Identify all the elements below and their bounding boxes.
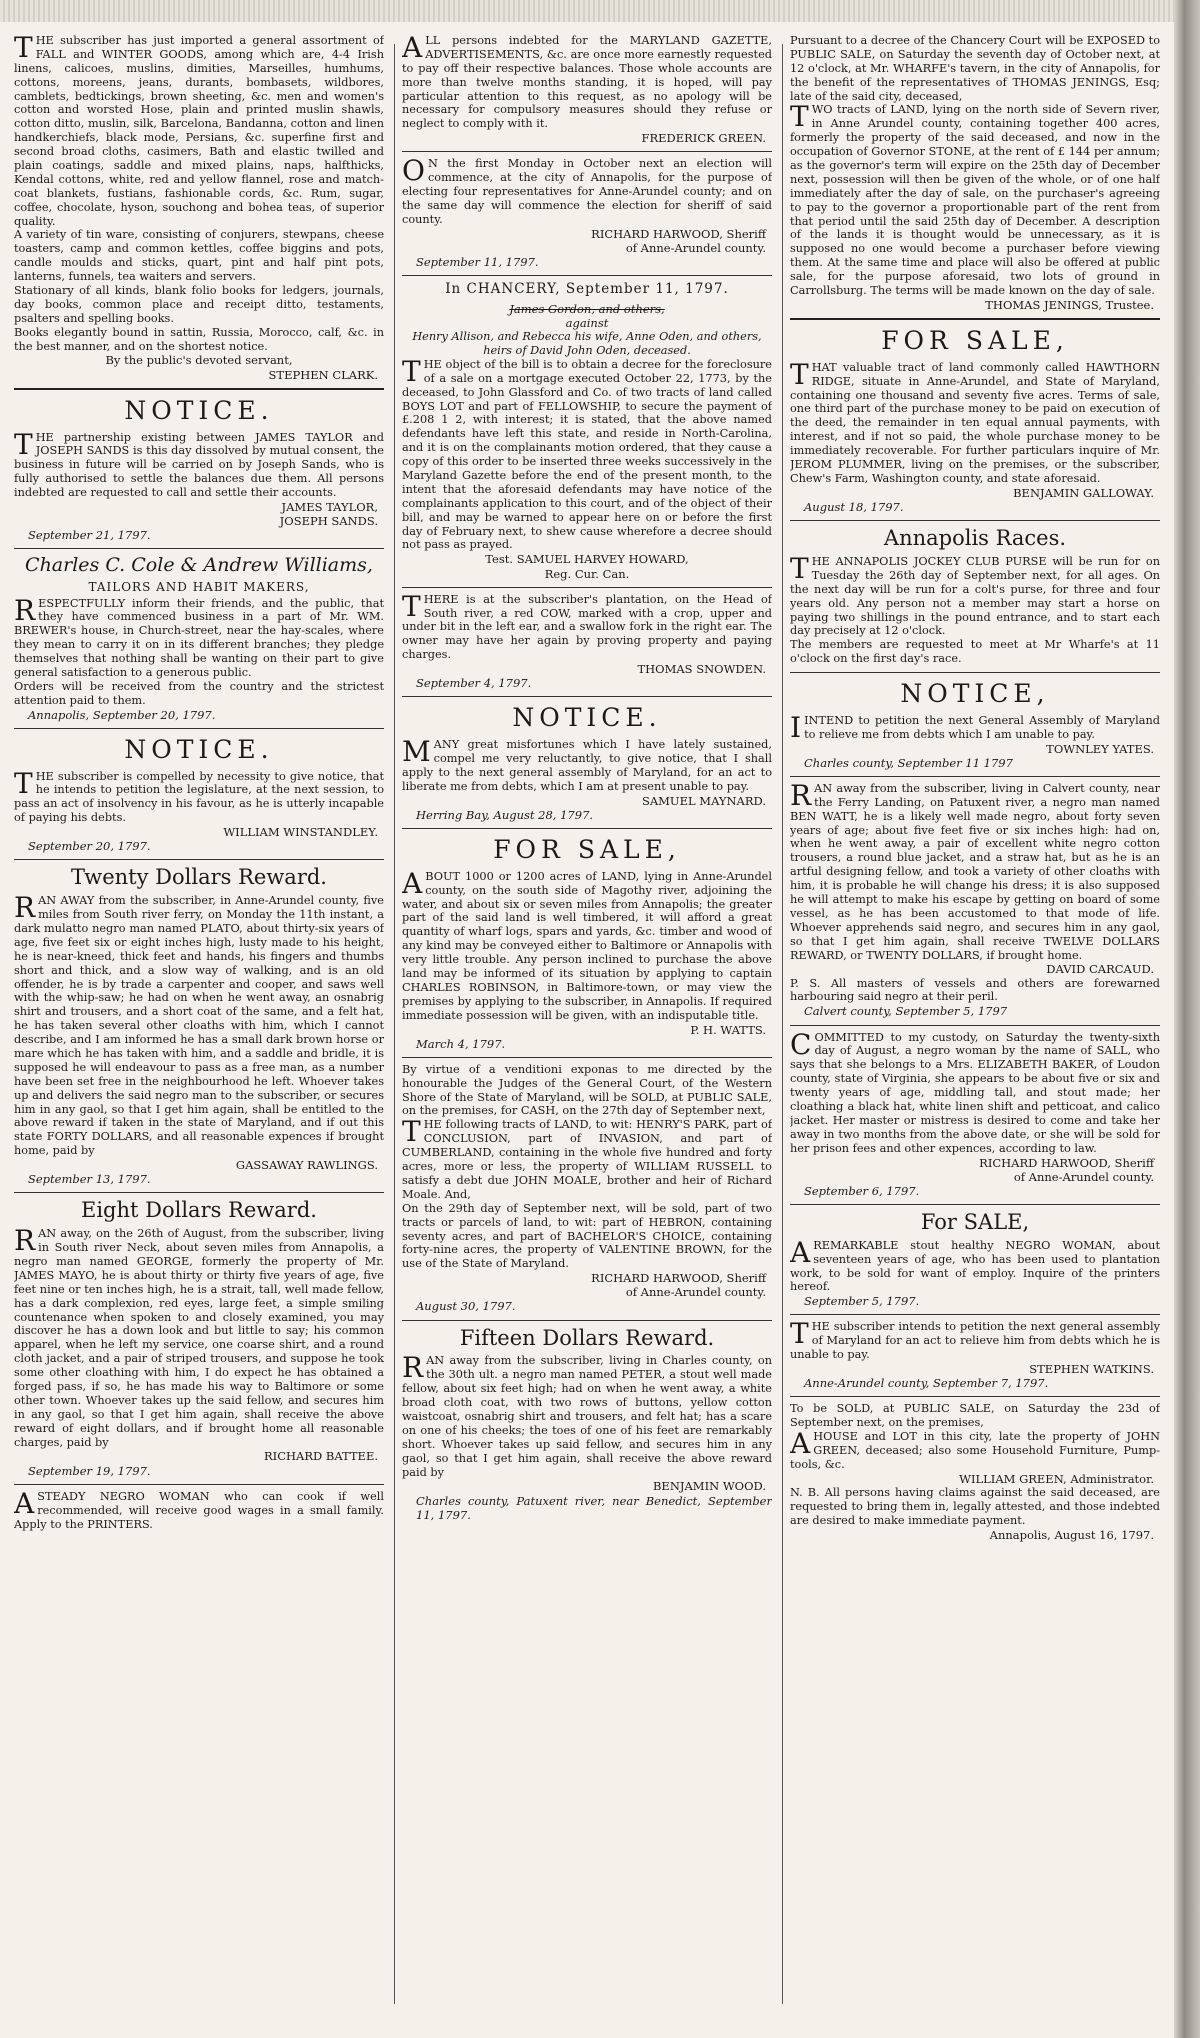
ad-heading: Annapolis Races. [883, 526, 1067, 551]
divider [14, 548, 384, 549]
divider [790, 776, 1160, 777]
ad-date: September 6, 1797. [804, 1183, 920, 1198]
ad-body: AHOUSE and LOT in this city, late the property of JOHN GREEN, deceased; also some Household Furniture, Pump-tools, &c. [790, 1427, 1160, 1471]
ad-body: AREMARKABLE stout healthy NEGRO WOMAN, about seventeen years of age, who has been used to plantation work, to be sold for want of employ. Inquire of the printers hereof. [790, 1235, 1160, 1294]
divider [790, 318, 1160, 320]
ad-signature: WILLIAM WINSTANDLEY. [223, 825, 378, 840]
ad-body: ABOUT 1000 or 1200 acres of LAND, lying in Anne-Arundel county, on the south side of Magothy river, adjoining the water, and about six or seven miles from Annapolis; the greater part of the said land is well timbered, it will afford a great quantity of wharf logs, spars and yards, &c. timber and wood of any kind may be conveyed either to Baltimore or Annapolis with very little trouble. Any person inclined to purchase the above land may be informed of its situation by applying to captain CHARLES ROBINSON, in Baltimore-town, or may view the premises by applying to the subscriber, in Annapolis. If required immediate possession will be given, with an indisputable title. [402, 866, 772, 1022]
ad-election-notice [402, 154, 772, 270]
ad-signature: of Anne-Arundel county. [625, 240, 766, 255]
ad-sheriff-sale [402, 1063, 772, 1314]
ad-date: September 4, 1797. [416, 676, 532, 691]
ad-body: RAN away, on the 26th of August, from the subscriber, living in South river Neck, about seven miles from Annapolis, a negro man named GEORGE, formerly the property of Mr. JAMES MAYO, he is about thirty or thirty five years of age, five feet nine or ten inches high, he is a strait, tall, well made fellow, has a dark complexion, red eyes, large feet, a simple smiling countenance when spoken to and closely examined, you may discover he has a down look and but little to say; his common apparel, when he left my service, one coarse shirt, and a round cloth jacket, and a pair of striped trousers, and suppose he took some other cloathing with him, I do expect he has obtained a forged pass, if so, he has made his way to Baltimore or some other town. Whoever takes up the said fellow, and secures him in any gaol, so that I get him again, shall receive the above reward of eight dollars, and if brought home all reasonable charges, paid by [14, 1224, 384, 1449]
ad-intro: To be SOLD, at PUBLIC SALE, on Saturday the 23d of September next, on the premises, [790, 1402, 1160, 1430]
ad-intro: By virtue of a venditioni exponas to me directed by the honourable the Judges of the General Court, of the Western Shore of the State of Maryland, will be SOLD, at PUBLIC SALE, on the premises, for CASH, on the 27th day of September next, [402, 1062, 772, 1118]
ad-body: IINTEND to petition the next General Assembly of Maryland to relieve me from debts which I am unable to pay. [790, 710, 1160, 744]
ad-postscript: P. S. All masters of vessels and others are forewarned harbouring said negro at their peril. [790, 976, 1160, 1004]
divider [402, 587, 772, 588]
ad-twenty-dollars-reward [14, 865, 384, 1186]
ad-closing: By the public's devoted servant, [105, 353, 293, 368]
ad-against: against [565, 315, 609, 330]
ad-body: RESPECTFULLY inform their friends, and the public, that they have commenced business in a part of Mr. WM. BREWER's house, in Church-street, near the hay-scales, where they mean to carry it on in its different branches; they pledge themselves that nothing shall be wanting on their part to give general satisfaction to a generous public. [14, 593, 384, 679]
ad-signature: FREDERICK GREEN. [641, 131, 766, 146]
ad-signature: THOMAS JENINGS, Trustee. [985, 297, 1154, 312]
ad-signature: of Anne-Arundel county. [625, 1285, 766, 1300]
ad-date: Annapolis, August 16, 1797. [989, 1527, 1154, 1542]
ad-body: ASTEADY NEGRO WOMAN who can cook if well recommended, will receive good wages in a small family. Apply to the PRINTERS. [14, 1486, 384, 1531]
ad-date: September 19, 1797. [28, 1463, 151, 1478]
ad-subheading: TAILORS AND HABIT MAKERS, [88, 579, 310, 594]
ad-paragraph: A variety of tin ware, consisting of conjurers, stewpans, cheese toasters, camp and common kettles, coffee biggins and pots, candle moulds and sticks, quart, pint and half pint pots, lanterns, funnels, tea waiters and servers. [14, 228, 384, 284]
ad-date: September 11, 1797. [416, 255, 539, 270]
ad-body: THE ANNAPOLIS JOCKEY CLUB PURSE will be run for on Tuesday the 26th day of September next, for all ages. On the next day will be run for a colt's purse, for three and four years old. Any person not a member may start a horse on paying two shillings in the pound entrance, and to start each day precisely at 12 o'clock. [790, 551, 1160, 638]
ad-heading: FOR SALE, [493, 834, 681, 864]
ad-date: Charles county, Patuxent river, near Benedict, September 11, 1797. [416, 1493, 772, 1522]
column-1 [14, 34, 384, 2024]
ad-partnership-notice [14, 396, 384, 543]
divider [14, 1484, 384, 1485]
ad-yates-notice [790, 679, 1160, 770]
ad-body: MANY great misfortunes which I have lately sustained, compel me very reluctantly, to give notice, that I shall apply to the next general assembly of Maryland, for an act to liberate me from debts, which I am at present unable to pay. [402, 735, 772, 793]
ad-body: RAN away from the subscriber, living in Charles county, on the 30th ult. a negro man named PETER, a stout well made fellow, about six feet high; had on when he went away, a white broad cloth coat, with two rows of buttons, yellow cotton waistcoat, osnabrig shirt and trousers, and felt hat; has a scare on one of his cheeks; the toes of one of his feet are remarkably short. Whoever takes up said fellow, and secures him in any gaol, so that I get him again, shall receive the above reward paid by [402, 1351, 772, 1479]
ad-body: THAT valuable tract of land commonly called HAWTHORN RIDGE, situate in Anne-Arundel, and State of Maryland, containing one thousand and seventy five acres. Terms of sale, one third part of the purchase money to be paid on execution of the deed, the remainder in ten equal annual payments, with interest, and if not so paid, the whole purchase money to be immediately recoverable. For further particulars inquire of Mr. JEROM PLUMMER, living on the premises, or the subscriber, Chew's Farm, Washington county, and state aforesaid. [790, 357, 1160, 485]
ad-date: Anne-Arundel county, September 7, 1797. [804, 1376, 1049, 1391]
column-rule-2 [782, 44, 783, 2004]
divider [402, 1320, 772, 1321]
column-rule-1 [394, 44, 395, 2004]
ad-heading: NOTICE, [900, 679, 1050, 709]
ad-land-for-sale-magothy [402, 835, 772, 1051]
ad-heading: Twenty Dollars Reward. [71, 865, 327, 890]
ad-signature: P. H. WATTS. [690, 1022, 766, 1037]
ad-paragraph: Books elegantly bound in sattin, Russia, Morocco, calf, &c. in the best manner, and on the shortest notice. [14, 325, 384, 353]
ad-paragraph: Orders will be received from the country and the strictest attention paid to them. [14, 679, 384, 707]
ad-watkins-notice [790, 1317, 1160, 1391]
ad-body: ON the first Monday in October next an election will commence, at the city of Annapolis, for the purpose of electing four representatives for Anne-Arundel county; and on the same day will commence the election for sheriff of said county. [402, 154, 772, 226]
ad-signature: STEPHEN WATKINS. [1029, 1362, 1154, 1377]
ad-hawthorn-ridge [790, 326, 1160, 514]
ad-maynard-notice [402, 703, 772, 822]
ad-heading: NOTICE. [124, 395, 274, 425]
ad-heading: NOTICE. [124, 734, 274, 764]
ad-body: THE subscriber has just imported a general assortment of FALL and WINTER GOODS, among which are, 4-4 Irish linens, calicoes, muslins, dimities, Marseilles, humhums, cottons, moreens, jeans, durants, bombasets, wildbores, camblets, bedtickings, brown sheeting, &c. men and women's cotton and worsted Hose, plain and printed muslin shawls, cotton ditto, muslin, silk, Barcelona, Bandanna, cotton and linen handkerchiefs, black mode, Persians, &c. superfine first and second broad cloths, casimers, Bath and elastic twilled and plain coatings, saddle and mixed plains, naps, halfthicks, Kendal cottons, white, red and yellow flannel, rose and match-coat blankets, fustians, fashionable cords, &c. Rum, sugar, coffee, chocolate, hyson, souchong and bohea teas, of superior quality. [14, 34, 384, 228]
ad-body: RAN away from the subscriber, living in Calvert county, near the Ferry Landing, on Patuxent river, a negro man named BEN WATT, he is a likely well made negro, about forty seven years of age; about five feet five or six inches high: had on, when he went away, a pair of excellent white negro cotton trousers, a round blue jacket, and a straw hat, but as he is an artful designing fellow, and took a variety of other cloaths with him, it is probable he will change his dress; it is also supposed he will attempt to make his escape by getting on board of some vessel, as he has been accustomed to that mode of life. Whoever apprehends said negro, and secures him in any gaol, so that I get him again, shall receive TWELVE DOLLARS REWARD, or TWENTY DOLLARS, if brought home. [790, 778, 1160, 962]
ad-signature: of Anne-Arundel county. [1013, 1169, 1154, 1184]
ad-signature: RICHARD HARWOOD, Sheriff [979, 1155, 1154, 1170]
ad-house-and-lot-sale [790, 1402, 1160, 1541]
ad-date: September 20, 1797. [28, 839, 151, 854]
ad-body: THE subscriber intends to petition the next general assembly of Maryland for an act to relieve him from debts which he is unable to pay. [790, 1317, 1160, 1362]
ad-signature: Test. SAMUEL HARVEY HOWARD, [485, 552, 689, 567]
ad-date: Calvert county, September 5, 1797 [804, 1004, 1008, 1019]
divider [14, 1192, 384, 1193]
ad-signature: JAMES TAYLOR, [281, 499, 378, 514]
ad-annapolis-races [790, 526, 1160, 666]
ad-paragraph: On the 29th day of September next, will be sold, part of two tracts or parcels of land, to wit: part of HEBRON, containing seventy acres, and part of BACHELOR'S CHOICE, containing forty-nine acres, the property of VALENTINE BROWN, for the use of the State of Maryland. [402, 1201, 772, 1271]
ad-signature: DAVID CARCAUD. [1046, 962, 1154, 977]
ad-signature: RICHARD HARWOOD, Sheriff [591, 226, 766, 241]
ad-negro-woman-for-sale [790, 1210, 1160, 1309]
ad-negro-woman-cook [14, 1486, 384, 1532]
ad-parties: James Gordon, and others, [509, 301, 665, 316]
column-3 [790, 34, 1160, 2024]
divider [402, 828, 772, 829]
divider [14, 859, 384, 860]
divider [402, 1057, 772, 1058]
ad-paragraph: The members are requested to meet at Mr Wharfe's at 11 o'clock on the first day's race. [790, 638, 1160, 666]
ad-signature: SAMUEL MAYNARD. [641, 793, 766, 808]
ad-body: COMMITTED to my custody, on Saturday the twenty-sixth day of August, a negro woman by the name of SALL, who says that she belongs to a Mrs. ELIZABETH BAKER, of Loudon county, state of Virginia, she appears to be about five or six and twenty years of age, middling tall, and stout made; her cloathing a black hat, white linen shift and petticoat, and calico jacket. Her master or mistress is desired to come and take her away in two months from the above date, or she will be sold for her prison fees and other expences, according to law. [790, 1027, 1160, 1155]
column-2 [402, 34, 772, 2024]
ad-body: THE following tracts of LAND, to wit: HENRY'S PARK, part of CONCLUSION, part of INVASION, and part of CUMBERLAND, containing in the whole five hundred and forty acres, more or less, the property of WILLIAM RUSSELL to satisfy a debt due JOHN MOALE, brother and heir of Richard Moale. And, [402, 1115, 772, 1201]
ad-signature: WILLIAM GREEN, Administrator. [959, 1471, 1154, 1486]
ad-date: September 21, 1797. [28, 528, 151, 543]
ad-stephen-clark [14, 34, 384, 382]
newspaper-page [14, 34, 1164, 2029]
ad-body: ALL persons indebted for the MARYLAND GAZETTE, ADVERTISEMENTS, &c. are once more earnestly requested to pay off their respective balances. Those whole accounts are more than twelve months standing, it is hoped, will pay particular attention to this request, as no apology will be necessary for compulsory measures should they refuse or neglect to comply with it. [402, 34, 772, 131]
ad-date: August 30, 1797. [416, 1299, 516, 1314]
ad-body: RAN AWAY from the subscriber, in Anne-Arundel county, five miles from South river ferry, on Monday the 11th instant, a dark mulatto negro man named PLATO, about thirty-six years of age, five feet six or eight inches high, lusty made to his height, he is near-kneed, thick feet and hands, his fingers and thumbs short and thick, and a slow way of walking, and is an old offender, he is by trade a carpenter and cooper, and saws well with the whip-saw; he had on when he went away, an osnabrig shirt and trousers, and a short coat of the same, and a felt hat, he has taken several other cloaths with him, which I cannot describe, and I am informed he has a small dark brown horse or mare which he has taken with him, and a saddle and bridle, it is supposed he will endeavour to pass as a free man, as a number have been set free in the neighbourhood he left. Whoever takes up and delivers the said negro man to the subscriber, or secures him in any gaol, so that I get him again, shall be entitled to the above reward if taken in the state of Maryland, and if out this state FORTY DOLLARS, and all reasonable expences if brought home, paid by [14, 891, 384, 1158]
ad-body: THERE is at the subscriber's plantation, on the Head of South river, a red COW, marked with a crop, upper and under bit in the left ear, and a swallow fork in the right ear. The owner may have her again by proving property and paying charges. [402, 589, 772, 662]
divider [14, 388, 384, 390]
ad-signature: STEPHEN CLARK. [268, 367, 378, 382]
divider [790, 1204, 1160, 1205]
ad-signature: RICHARD BATTEE. [264, 1449, 378, 1464]
ad-signature: GASSAWAY RAWLINGS. [235, 1158, 378, 1173]
ad-signature: THOMAS SNOWDEN. [637, 662, 766, 677]
ad-heading: Fifteen Dollars Reward. [459, 1325, 715, 1350]
divider [790, 1025, 1160, 1026]
ad-heading: In CHANCERY, September 11, 1797. [445, 281, 729, 298]
ad-parties: Henry Allison, and Rebecca his wife, Anne Oden, and others, heirs of David John Oden, deceased. [412, 330, 762, 358]
divider [790, 1314, 1160, 1315]
ad-signature: BENJAMIN GALLOWAY. [1013, 485, 1154, 500]
divider [790, 520, 1160, 521]
ad-committed-sall [790, 1027, 1160, 1198]
ad-heading: Eight Dollars Reward. [81, 1198, 317, 1223]
divider [790, 672, 1160, 673]
ad-chancery-sale-jenings [790, 34, 1160, 312]
ad-heading: For SALE, [920, 1209, 1030, 1234]
ad-heading: NOTICE. [512, 703, 662, 733]
page-top-edge [0, 0, 1200, 22]
ad-date: August 18, 1797. [804, 499, 904, 514]
ad-date: Charles county, September 11 1797 [804, 755, 1013, 770]
divider [402, 275, 772, 276]
ad-signature: Reg. Cur. Can. [544, 566, 630, 581]
ad-signature: TOWNLEY YATES. [1046, 741, 1154, 756]
ad-paragraph: Stationary of all kinds, blank folio books for ledgers, journals, day books, common place and receipt ditto, testaments, psalters and spelling books. [14, 284, 384, 325]
ad-heading: Charles C. Cole & Andrew Williams, [25, 554, 373, 577]
ad-maryland-gazette-accounts [402, 34, 772, 145]
ad-chancery [402, 281, 772, 580]
ad-eight-dollars-reward [14, 1198, 384, 1477]
divider [790, 1396, 1160, 1397]
ad-date: March 4, 1797. [416, 1036, 506, 1051]
ad-postscript: N. B. All persons having claims against the said deceased, are requested to bring them in, legally attested, and those indebted are desired to make immediate payment. [790, 1486, 1160, 1527]
ad-date: September 13, 1797. [28, 1172, 151, 1187]
ad-paragraph: TWO tracts of LAND, lying on the north side of Severn river, in Anne Arundel county, containing together 400 acres, formerly the property of the said deceased, and now in the occupation of Governor STONE, at the rent of £ 144 per annum; as the governor's term will expire on the 25th day of December next, possession will then be given of the whole, or of one half immediately after the day of sale, on the purchaser's agreeing to pay to the governor a proportionable part of the rent from that period until the said 25th day of December. A description of the lands it is thought would be unnecessary, as it is supposed no one would become a purchaser before viewing them. At the same time and place will also be offered at public sale, for the purpose aforesaid, two lots of ground in Carrollsburg. The terms will be made known on the day of sale. [790, 100, 1160, 298]
page-binding-edge [1174, 0, 1200, 2038]
ad-body: THE partnership existing between JAMES TAYLOR and JOSEPH SANDS is this day dissolved by mutual consent, the business in future will be carried on by Joseph Sands, who is fully authorised to settle the balances due them. All persons indebted are requested to call and settle their accounts. [14, 427, 384, 500]
ad-red-cow [402, 589, 772, 691]
ad-tailors [14, 554, 384, 721]
ad-date: Herring Bay, August 28, 1797. [416, 807, 594, 822]
divider [14, 728, 384, 729]
ad-date: Annapolis, September 20, 1797. [28, 707, 216, 722]
ad-body: THE object of the bill is to obtain a decree for the foreclosure of a sale on a mortgage executed October 22, 1773, by the deceased, to John Glassford and Co. of two tracts of land called BOYS LOT and part of FELLOWSHIP, to secure the payment of £.208 1 2, with interest; it is stated, that the above named defendants have left this state, and reside in North-Carolina, and it is on the complainants motion ordered, that they cause a copy of this order to be inserted three weeks successively in the Maryland Gazette before the end of the present month, to the intent that the aforesaid defendants may have notice of the complainants application to this court, and of the object of their bill, and may be warned to appear here on or before the first day of February next, to shew cause wherefore a decree should not pass as prayed. [402, 354, 772, 552]
ad-signature: BENJAMIN WOOD. [652, 1479, 766, 1494]
ad-body: THE subscriber is compelled by necessity to give notice, that he intends to petition the legislature, at the next session, to pass an act of insolvency in his favour, as he is utterly incapable of paying his debts. [14, 766, 384, 825]
ad-fifteen-dollars-reward [402, 1326, 772, 1522]
divider [402, 151, 772, 152]
ad-body: Pursuant to a decree of the Chancery Court will be EXPOSED to PUBLIC SALE, on Saturday the seventh day of October next, at 12 o'clock, at Mr. WHARFE's tavern, in the city of Annapolis, for the benefit of the representatives of THOMAS JENINGS, Esq; late of the said city, deceased, [790, 34, 1160, 103]
ad-winstandley-notice [14, 735, 384, 854]
ad-date: September 5, 1797. [804, 1294, 920, 1309]
divider [402, 696, 772, 697]
ad-signature: RICHARD HARWOOD, Sheriff [591, 1271, 766, 1286]
ad-signature: JOSEPH SANDS. [279, 514, 378, 529]
ad-ben-watt-runaway [790, 778, 1160, 1019]
ad-heading: FOR SALE, [881, 326, 1069, 356]
